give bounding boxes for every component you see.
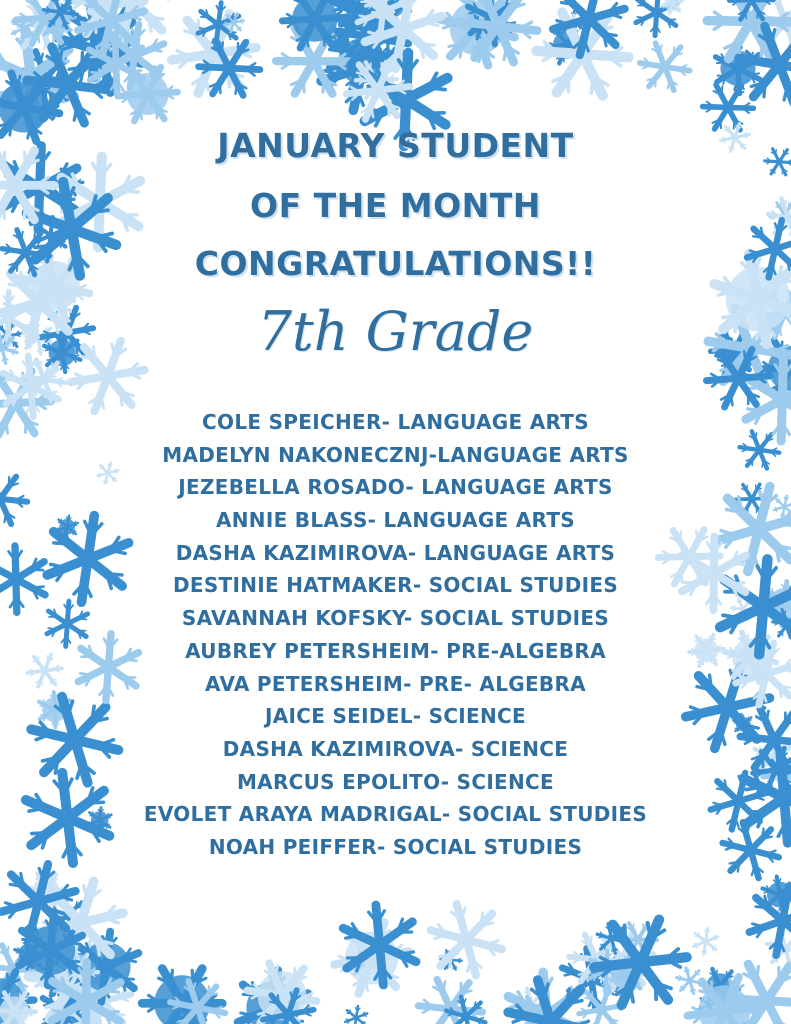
student-list xyxy=(0,406,791,864)
student-entry: COLE SPEICHER- LANGUAGE ARTS xyxy=(202,410,589,434)
title-line-1: JANUARY STUDENT xyxy=(217,126,574,165)
student-entry: DASHA KAZIMIROVA- LANGUAGE ARTS xyxy=(175,540,616,565)
student-entry: DESTINIE HATMAKER- SOCIAL STUDIES xyxy=(172,573,619,598)
student-entry: JEZEBELLA ROSADO- LANGUAGE ARTS xyxy=(178,475,613,500)
student-entry: DASHA KAZIMIROVA- SCIENCE xyxy=(222,736,569,761)
student-entry: ANNIE BLASS- LANGUAGE ARTS xyxy=(215,508,575,533)
student-entry: AUBREY PETERSHEIM- PRE-ALGEBRA xyxy=(185,638,606,663)
student-entry: MARCUS EPOLITO- SCIENCE xyxy=(236,769,555,794)
student-entry: MADELYN NAKONECZNJ-LANGUAGE ARTS xyxy=(162,442,629,467)
student-entry: JAICE SEIDEL- SCIENCE xyxy=(264,704,526,729)
student-entry: NOAH PEIFFER- SOCIAL STUDIES xyxy=(208,834,583,859)
title-line-3: CONGRATULATIONS!! xyxy=(194,244,597,283)
title-line-2: OF THE MONTH xyxy=(250,186,541,225)
student-entry: EVOLET ARAYA MADRIGAL- SOCIAL STUDIES xyxy=(143,802,648,827)
student-entry: SAVANNAH KOFSKY- SOCIAL STUDIES xyxy=(181,606,610,631)
grade-heading: 7th Grade xyxy=(257,300,534,363)
student-entry: AVA PETERSHEIM- PRE- ALGEBRA xyxy=(205,671,586,696)
